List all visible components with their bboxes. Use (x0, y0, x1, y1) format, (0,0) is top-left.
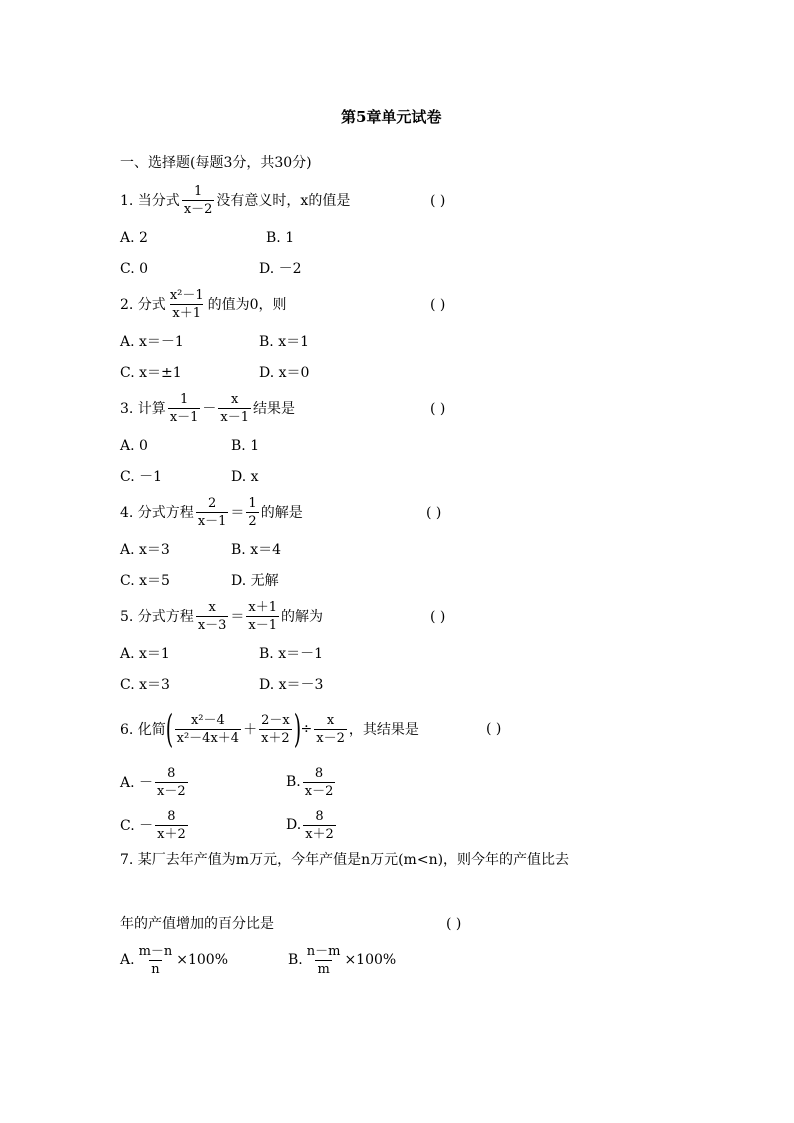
option-a: A. x＝－1 (120, 334, 184, 350)
left-paren: ( (165, 707, 173, 751)
question-text: 4. 分式方程 (120, 505, 194, 521)
operator: ＝ (230, 609, 245, 625)
option-b: B. $\frac{n-m}{m}$ ×100% (288, 943, 397, 977)
question-text: 没有意义时，x的值是 (216, 193, 351, 209)
fraction: x x－3 (197, 599, 227, 633)
question-text: 的值为0，则 (207, 297, 287, 313)
answer-bracket: ( ) (446, 916, 462, 932)
fraction: 1 x－1 (169, 391, 199, 425)
operator: ＋ (243, 722, 258, 738)
section-heading: 一、选择题(每题3分，共30分) (120, 155, 312, 171)
option-b: B. x＝1 (259, 334, 309, 350)
option-d: D. x＝0 (259, 365, 310, 381)
option-a: A. $\frac{m-n}{n}$ ×100% (120, 943, 229, 977)
answer-bracket: ( ) (430, 401, 446, 417)
fraction: 8 x＋2 (157, 808, 186, 842)
option-a: A. 0 (120, 438, 148, 454)
page-title: 第5章单元试卷 (341, 108, 442, 126)
fraction: 2 x－1 (197, 495, 227, 529)
question-text: 3. 计算 (120, 401, 166, 417)
question-text: 5. 分式方程 (120, 609, 194, 625)
question-7: 7. 某厂去年产值为m万元，今年产值是n万元(m<n)，则今年的产值比去 (120, 852, 570, 868)
answer-bracket: ( ) (486, 721, 502, 737)
option-a: A. － 8 x－2 (120, 765, 186, 799)
fraction: x²－4 x²－4x＋4 (176, 712, 240, 746)
option-c: C. x＝±1 (120, 365, 182, 381)
right-paren: ) (293, 707, 301, 751)
option-b: B. x＝－1 (259, 646, 323, 662)
fraction: x＋1 x－1 (248, 599, 278, 633)
question-5 (120, 596, 323, 636)
question-text: 1. 当分式 (120, 193, 180, 209)
fraction: 8 x－2 (157, 765, 186, 799)
question-text: 的解为 (281, 609, 324, 625)
option-b: B. x＝4 (231, 542, 281, 558)
option-c: C. 0 (120, 261, 149, 277)
option-d: D. x (231, 469, 259, 485)
option-d: D. 无解 (231, 573, 279, 589)
option-c: C. x＝5 (120, 573, 170, 589)
fraction: 2－x x＋2 (261, 712, 290, 746)
operator: ＝ (230, 505, 245, 521)
question-3 (120, 388, 295, 428)
option-b: B. 8 x－2 (286, 765, 334, 799)
fraction: 1 2 (248, 495, 257, 529)
question-text: 2. 分式 (120, 297, 166, 313)
answer-bracket: ( ) (430, 193, 446, 209)
option-a: A. 2 (120, 230, 148, 246)
option-d: D. －2 (259, 261, 302, 277)
option-a: A. x＝3 (120, 542, 170, 558)
question-text: ，其结果是 (348, 722, 419, 738)
option-c: C. x＝3 (120, 677, 170, 693)
operator: ÷ (300, 721, 313, 737)
option-d: D. x＝－3 (259, 677, 324, 693)
fraction: 8 x＋2 (305, 808, 334, 842)
operator: － (202, 401, 217, 417)
answer-bracket: ( ) (426, 505, 442, 521)
fraction: $\frac{m-n}{n}$ (138, 943, 173, 977)
option-b: B. 1 (231, 438, 260, 454)
fraction: x²－1 x＋1 (169, 287, 204, 321)
option-b: B. 1 (266, 230, 295, 246)
fraction: $\frac{x}{x-2}$ (316, 712, 345, 746)
question-1 (120, 180, 350, 220)
question-2 (120, 284, 287, 324)
answer-bracket: ( ) (430, 297, 446, 313)
question-4 (120, 492, 303, 532)
question-text: 6. 化简 (120, 722, 166, 738)
question-text: 的解是 (260, 505, 303, 521)
fraction: $\frac{n-m}{m}$ (306, 943, 341, 977)
fraction: 8 x－2 (304, 765, 334, 799)
option-d: D. 8 x＋2 (286, 808, 334, 842)
option-c: C. －1 (120, 469, 163, 485)
option-c: C. － 8 x＋2 (120, 808, 186, 842)
option-a: A. x＝1 (120, 646, 170, 662)
fraction: x x－1 (220, 391, 250, 425)
answer-bracket: ( ) (430, 609, 446, 625)
question-text: 结果是 (253, 401, 296, 417)
question-7-continued: 年的产值增加的百分比是 (120, 916, 274, 932)
fraction: 1 x－2 (183, 183, 213, 217)
question-6 (120, 709, 419, 749)
